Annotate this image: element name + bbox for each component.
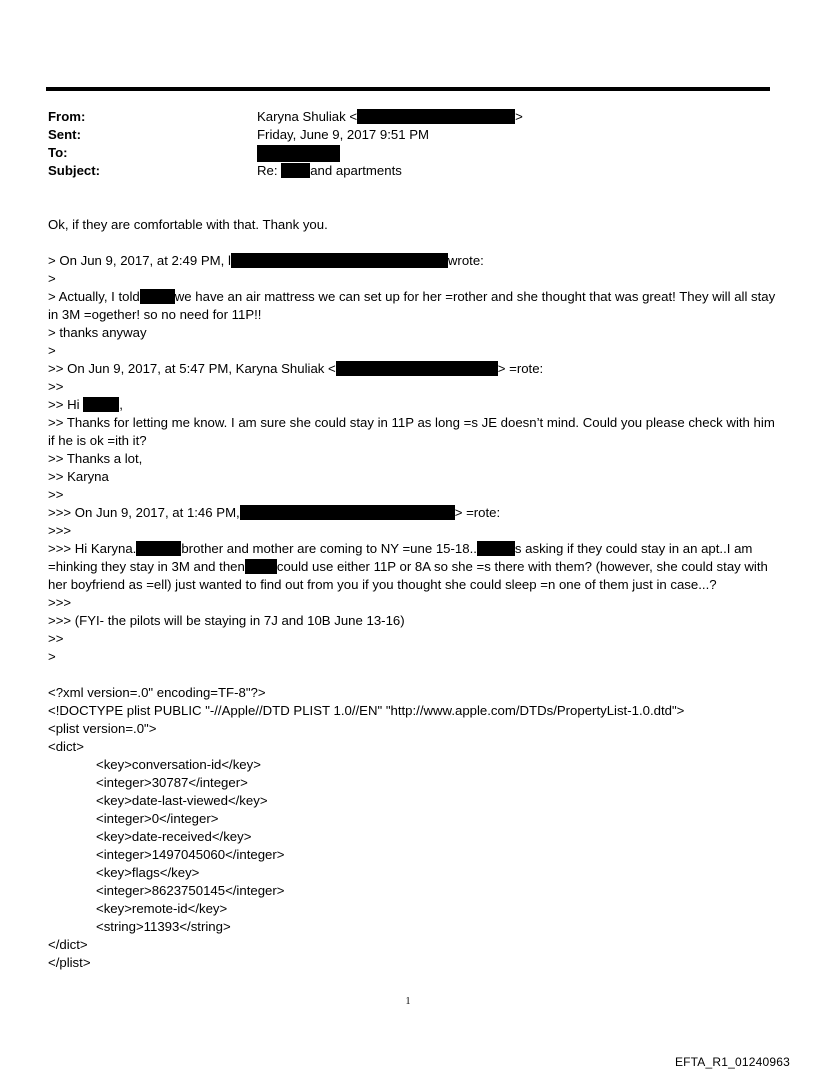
to-value	[257, 144, 340, 162]
plist-line: <integer>30787</integer>	[96, 775, 248, 790]
redaction-block	[281, 163, 310, 178]
to-label: To:	[48, 145, 68, 160]
quote-line: >>> (FYI- the pilots will be staying in 7J and 10B June 13-16)	[48, 613, 405, 628]
quote-line: >> Thanks for letting me know. I am sure she could stay in 11P as long =s JE doesn’t mind. Could you please check with him if he is ok =ith it?	[48, 415, 775, 448]
quote-text: s asking if they could stay in an apt..I am =hinking they stay in 3M and then	[48, 541, 753, 574]
redaction-block	[83, 397, 119, 412]
quote-line: >	[48, 271, 56, 286]
header-rule	[46, 87, 770, 91]
quote-line: >>	[48, 487, 64, 502]
quote-line: >> Karyna	[48, 469, 109, 484]
quote-text: >> Hi	[48, 397, 80, 412]
quote-line: >	[48, 649, 56, 664]
blank-line	[48, 666, 776, 684]
quote-text: we have an air mattress we can set up for her =rother and she thought that was great! They will all stay in 3M =ogether! so no need for 11P!!	[48, 289, 776, 322]
subject-label: Subject:	[48, 163, 101, 178]
quote-line: >>	[48, 379, 64, 394]
quoted-header-line	[48, 252, 776, 270]
plist-line: <key>conversation-id</key>	[96, 757, 261, 772]
quote-text: > =rote:	[497, 361, 544, 376]
plist-line: <!DOCTYPE plist PUBLIC "-//Apple//DTD PLIST 1.0//EN" "http://www.apple.com/DTDs/PropertyList-1.0.dtd">	[48, 703, 685, 718]
redaction-block	[357, 109, 515, 124]
plist-line: <key>remote-id</key>	[96, 901, 228, 916]
from-value-end: >	[515, 109, 523, 124]
blank-line	[48, 234, 776, 252]
redaction-block	[477, 541, 515, 556]
plist-line: <?xml version=.0" encoding=TF-8"?>	[48, 685, 266, 700]
from-label: From:	[48, 109, 86, 124]
plist-line: </plist>	[48, 955, 91, 970]
quote-line	[48, 288, 776, 324]
quote-line: >>	[48, 631, 64, 646]
subject-value	[257, 162, 402, 180]
quote-line	[48, 540, 776, 594]
quote-text: wrote:	[447, 253, 484, 268]
plist-line: <key>date-received</key>	[96, 829, 252, 844]
quote-line: >>>	[48, 523, 72, 538]
sent-label: Sent:	[48, 127, 81, 142]
document-id: EFTA_R1_01240963	[674, 1055, 790, 1069]
from-name: Karyna Shuliak <	[257, 109, 358, 124]
plist-line: </dict>	[48, 937, 88, 952]
plist-line: <string>11393</string>	[96, 919, 231, 934]
quote-line: >> Thanks a lot,	[48, 451, 143, 466]
quote-line	[48, 396, 776, 414]
redaction-block	[240, 505, 455, 520]
redaction-block	[140, 289, 175, 304]
plist-line: <integer>0</integer>	[96, 811, 219, 826]
redaction-block	[231, 253, 448, 268]
redaction-block	[136, 541, 181, 556]
plist-line: <key>flags</key>	[96, 865, 200, 880]
quoted-header-line	[48, 504, 776, 522]
quote-text: > Actually, I told	[48, 289, 140, 304]
quote-text: ,	[119, 397, 123, 412]
body-line: Ok, if they are comfortable with that. Thank you.	[48, 217, 328, 232]
subject-prefix: Re:	[257, 163, 278, 178]
plist-line: <dict>	[48, 739, 84, 754]
quote-text: > =rote:	[454, 505, 501, 520]
quote-line: > thanks anyway	[48, 325, 147, 340]
quote-text: could use either 11P or 8A so she =s there with them? (however, she could stay with her boyfriend as =ell) just wanted to find out from you if you thought she could sleep =n one of them just in case...?	[48, 559, 768, 592]
redaction-block	[257, 145, 340, 162]
quote-text: > On Jun 9, 2017, at 2:49 PM, l	[48, 253, 231, 268]
redaction-block	[336, 361, 498, 376]
quote-text: brother and mother are coming to NY =une 15-18..	[181, 541, 477, 556]
page-number: 1	[405, 996, 411, 1007]
plist-line: <key>date-last-viewed</key>	[96, 793, 268, 808]
quote-text: >> On Jun 9, 2017, at 5:47 PM, Karyna Shuliak <	[48, 361, 336, 376]
quote-text: >>> Hi Karyna.	[48, 541, 137, 556]
quote-text: >>> On Jun 9, 2017, at 1:46 PM,	[48, 505, 240, 520]
email-body	[48, 216, 776, 972]
plist-line: <plist version=.0">	[48, 721, 157, 736]
quote-line: >	[48, 343, 56, 358]
plist-line: <integer>8623750145</integer>	[96, 883, 285, 898]
quote-line: >>>	[48, 595, 72, 610]
subject-rest: and apartments	[310, 163, 402, 178]
from-value	[257, 108, 523, 126]
quoted-header-line	[48, 360, 776, 378]
plist-line: <integer>1497045060</integer>	[96, 847, 285, 862]
redaction-block	[245, 559, 277, 574]
sent-value: Friday, June 9, 2017 9:51 PM	[257, 127, 430, 142]
